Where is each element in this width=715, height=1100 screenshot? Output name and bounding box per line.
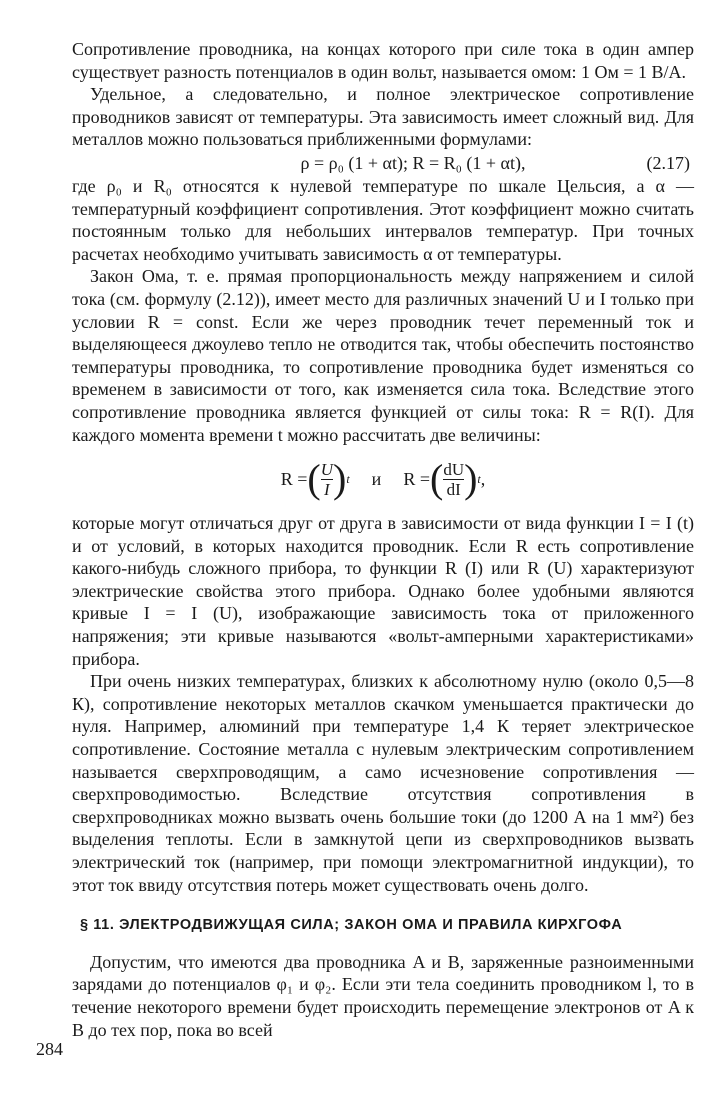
paragraph-resistivity-temperature: Удельное, а следовательно, и полное электрическое сопротивление проводников зависят от температуры. Эта зависимость имеет сложный вид. Для металлов можно пользоваться приближенными формулами: [72,84,694,150]
equation-resistance-definitions: R = ( $\frac{U}{I}$ ) t и R = ( $\frac{dU}{dI}$ ) t , [280,456,486,502]
paragraph-temperature-coefficient: где ρ₀ и R₀ относятся к нулевой температуре по шкале Цельсия, а α — температурный коэффициент сопротивления. Этот коэффициент можно считать постоянным только для небольших интервалов температур. При точных расчетах необходимо учитывать зависимость α от температуры. [72,175,694,264]
eq-left-denominator: I [324,479,330,499]
eq-left-numerator: U [320,459,333,479]
equation-2-17-formula: ρ = ρ₀ (1 + αt); R = R₀ (1 + αt), [300,152,526,173]
eq-right-denominator: dI [446,479,461,499]
eq-right-subscript: t [477,471,481,486]
eq-trailing-comma: , [480,468,486,489]
paragraph-ohm-definition: Сопротивление проводника, на концах которого при силе тока в один ампер существует разность потенциалов в один вольт, называется омом: 1 Ом = 1 В/А. [72,39,694,82]
equation-2-17 [72,152,694,175]
section-heading: § 11. ЭЛЕКТРОДВИЖУЩАЯ СИЛА; ЗАКОН ОМА И ПРАВИЛА КИРХГОФА [80,917,623,934]
paragraph-superconductivity: При очень низких температурах, близких к абсолютному нулю (около 0,5—8 К), сопротивление некоторых металлов скачком уменьшается практически до нуля. Например, алюминий при температуре 1,4 К теряет электрическое сопротивление. Состояние металла с нулевым электрическим сопротивлением называется сверхпроводящим, а само исчезновение сопротивления — сверхпроводимостью. Вследствие отсутствия сопротивления в сверхпроводниках можно вызвать очень большие токи (до 1200 А на 1 мм²) без выделения теплоты. Если в замкнутой цепи из сверхпроводников вызвать электрический ток (например, при помощи электромагнитной индукции), то этот ток ввиду отсутствия потерь может существовать очень долго. [72,671,694,895]
paragraph-ohm-law-variable: Закон Ома, т. е. прямая пропорциональность между напряжением и силой тока (см. формулу (2.12)), имеет место для различных значений U и I только при условии R = const. Если же через проводник течет переменный ток и выделяющееся джоулево тепло не отводится так, чтобы обеспечить постоянство температуры проводника, то сопротивление проводника будет изменяться со временем в зависимости от того, как изменяется сила тока. Вследствие этого сопротивление проводника является функцией от силы тока: R = R(I). Для каждого момента времени t можно рассчитать две величины: [72,266,694,445]
eq-left-lhs: R = [280,468,308,489]
eq-right-fraction [443,460,464,499]
eq-left-fraction [321,460,333,499]
page-number: 284 [36,1039,63,1059]
page-body [72,38,694,1041]
eq-right-numerator: dU [443,459,465,479]
equation-2-17-number: (2.17) [646,152,690,173]
paragraph-emf-intro: Допустим, что имеются два проводника A и B, заряженные разноименными зарядами до потенциалов φ₁ и φ₂. Если эти тела соединить проводником l, то в течение некоторого времени будет происходить перемещение электронов от A к B до тех пор, пока во всей [72,951,694,1040]
eq-left-subscript: t [346,471,350,486]
paragraph-volt-ampere: которые могут отличаться друг от друга в зависимости от вида функции I = I (t) и от условий, в которых находится проводник. Если R есть сопротивление какого-нибудь сложного прибора, то функции R (I) или R (U) характеризуют электрические свойства этого прибора. Однако более удобными являются кривые I = I (U), изображающие зависимость тока от приложенного напряжения; эти кривые называются «вольт-амперными характеристиками» прибора. [72,513,694,669]
eq-right-lhs: R = [403,468,430,489]
eq-connector: и [371,468,382,489]
